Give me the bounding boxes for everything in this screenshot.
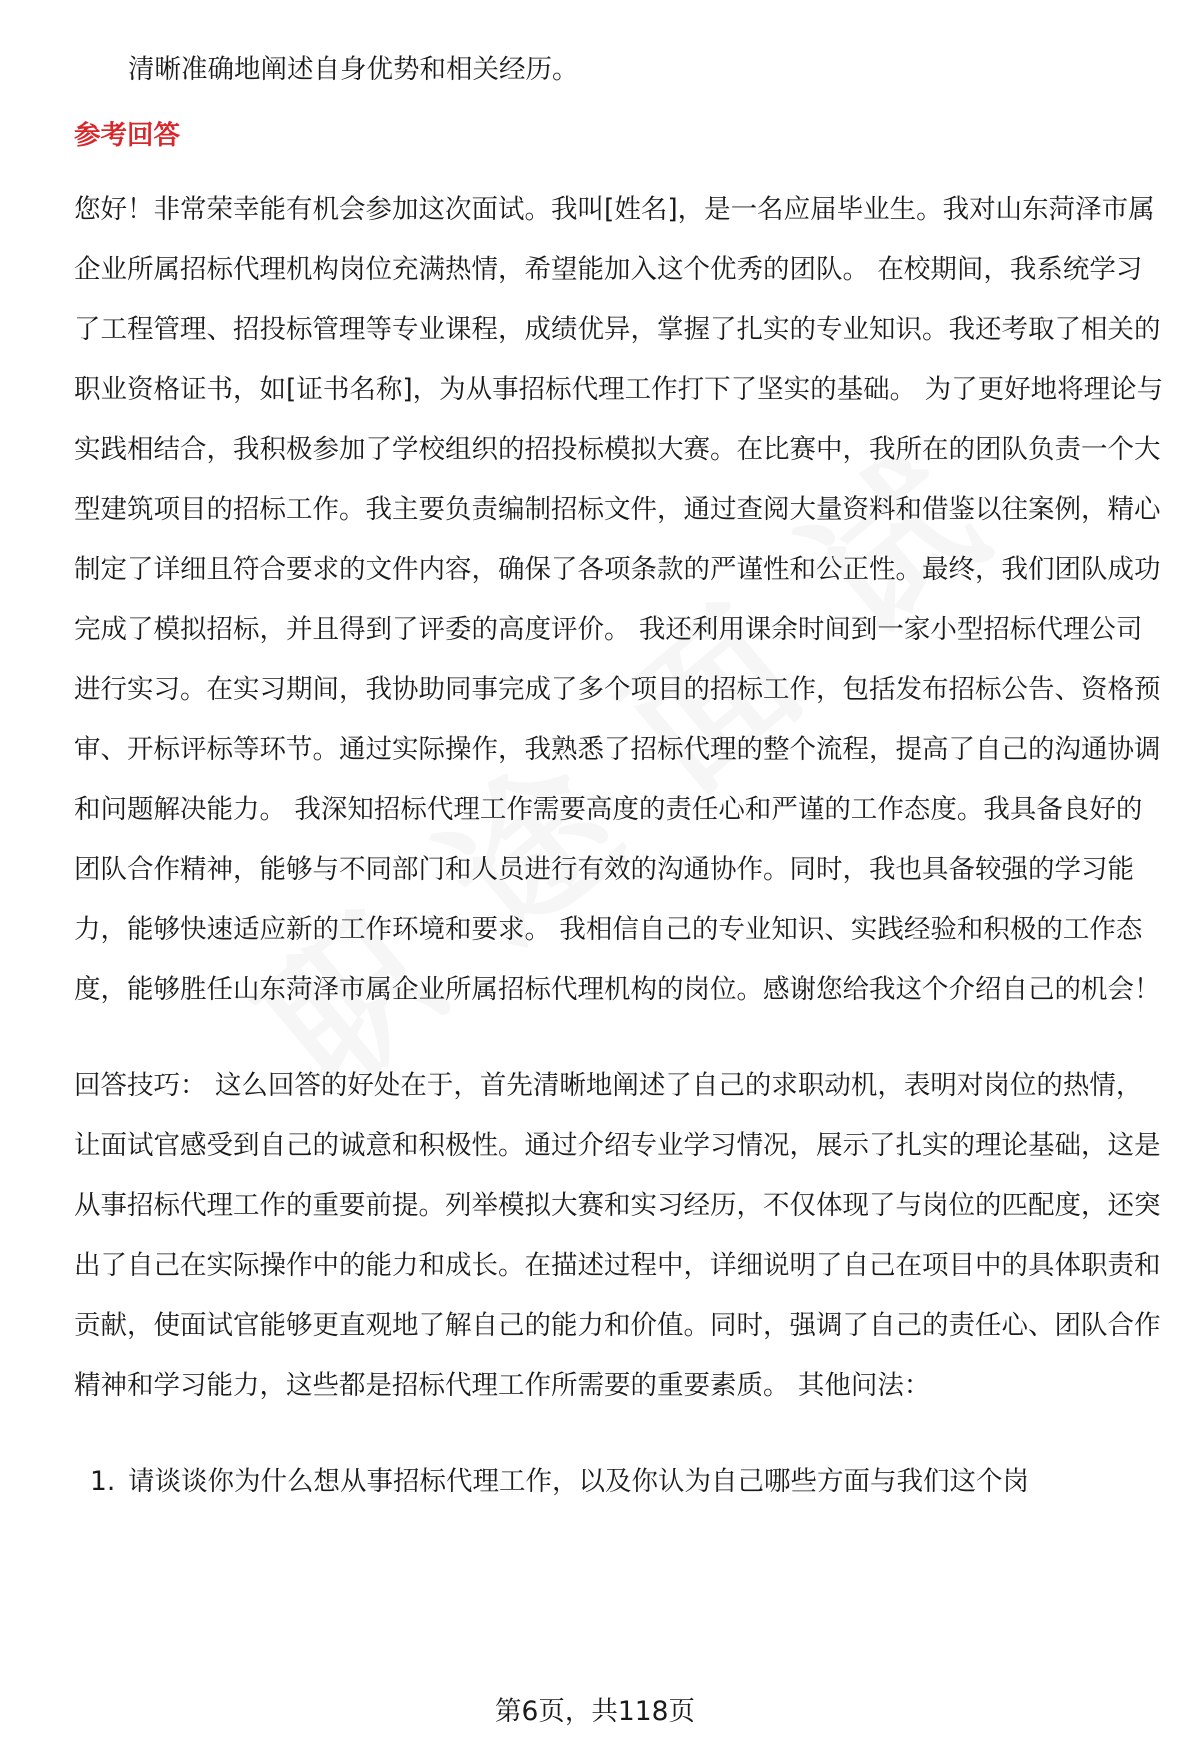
intro-line: 清晰准确地阐述自身优势和相关经历。	[128, 54, 579, 85]
list-item-text: 请谈谈你为什么想从事招标代理工作，以及你认为自己哪些方面与我们这个岗	[128, 1466, 1029, 1497]
alternate-questions-list	[74, 1452, 1168, 1512]
answer-paragraph: 您好！非常荣幸能有机会参加这次面试。我叫[姓名]，是一名应届毕业生。我对山东菏泽市属企业所属招标代理机构岗位充满热情，希望能加入这个优秀的团队。 在校期间，我系统学习了工程管理、招投标管理等专业课程，成绩优异，掌握了扎实的专业知识。我还考取了相关的职业资格证书，如[证书名称]，为从事招标代理工作打下了坚实的基础。 为了更好地将理论与实践相结合，我积极参加了学校组织的招投标模拟大赛。在比赛中，我所在的团队负责一个大型建筑项目的招标工作。我主要负责编制招标文件，通过查阅大量资料和借鉴以往案例，精心制定了详细且符合要求的文件内容，确保了各项条款的严谨性和公正性。最终，我们团队成功完成了模拟招标，并且得到了评委的高度评价。 我还利用课余时间到一家小型招标代理公司进行实习。在实习期间，我协助同事完成了多个项目的招标工作，包括发布招标公告、资格预审、开标评标等环节。通过实际操作，我熟悉了招标代理的整个流程，提高了自己的沟通协调和问题解决能力。 我深知招标代理工作需要高度的责任心和严谨的工作态度。我具备良好的团队合作精神，能够与不同部门和人员进行有效的沟通协作。同时，我也具备较强的学习能力，能够快速适应新的工作环境和要求。 我相信自己的专业知识、实践经验和积极的工作态度，能够胜任山东菏泽市属企业所属招标代理机构的岗位。感谢您给我这个介绍自己的机会！	[74, 194, 1164, 1005]
list-item	[90, 1452, 1168, 1512]
section-title: 参考回答	[74, 120, 180, 151]
page-footer: 第6页，共118页	[495, 1696, 695, 1727]
list-item-number: 1.	[90, 1466, 116, 1497]
tips-paragraph: 回答技巧： 这么回答的好处在于，首先清晰地阐述了自己的求职动机，表明对岗位的热情，让面试官感受到自己的诚意和积极性。通过介绍专业学习情况，展示了扎实的理论基础，这是从事招标代理工作的重要前提。列举模拟大赛和实习经历，不仅体现了与岗位的匹配度，还突出了自己在实际操作中的能力和成长。在描述过程中，详细说明了自己在项目中的具体职责和贡献，使面试官能够更直观地了解自己的能力和价值。同时，强调了自己的责任心、团队合作精神和学习能力，这些都是招标代理工作所需要的重要素质。 其他问法：	[74, 1070, 1161, 1401]
page-content	[74, 40, 1168, 1512]
